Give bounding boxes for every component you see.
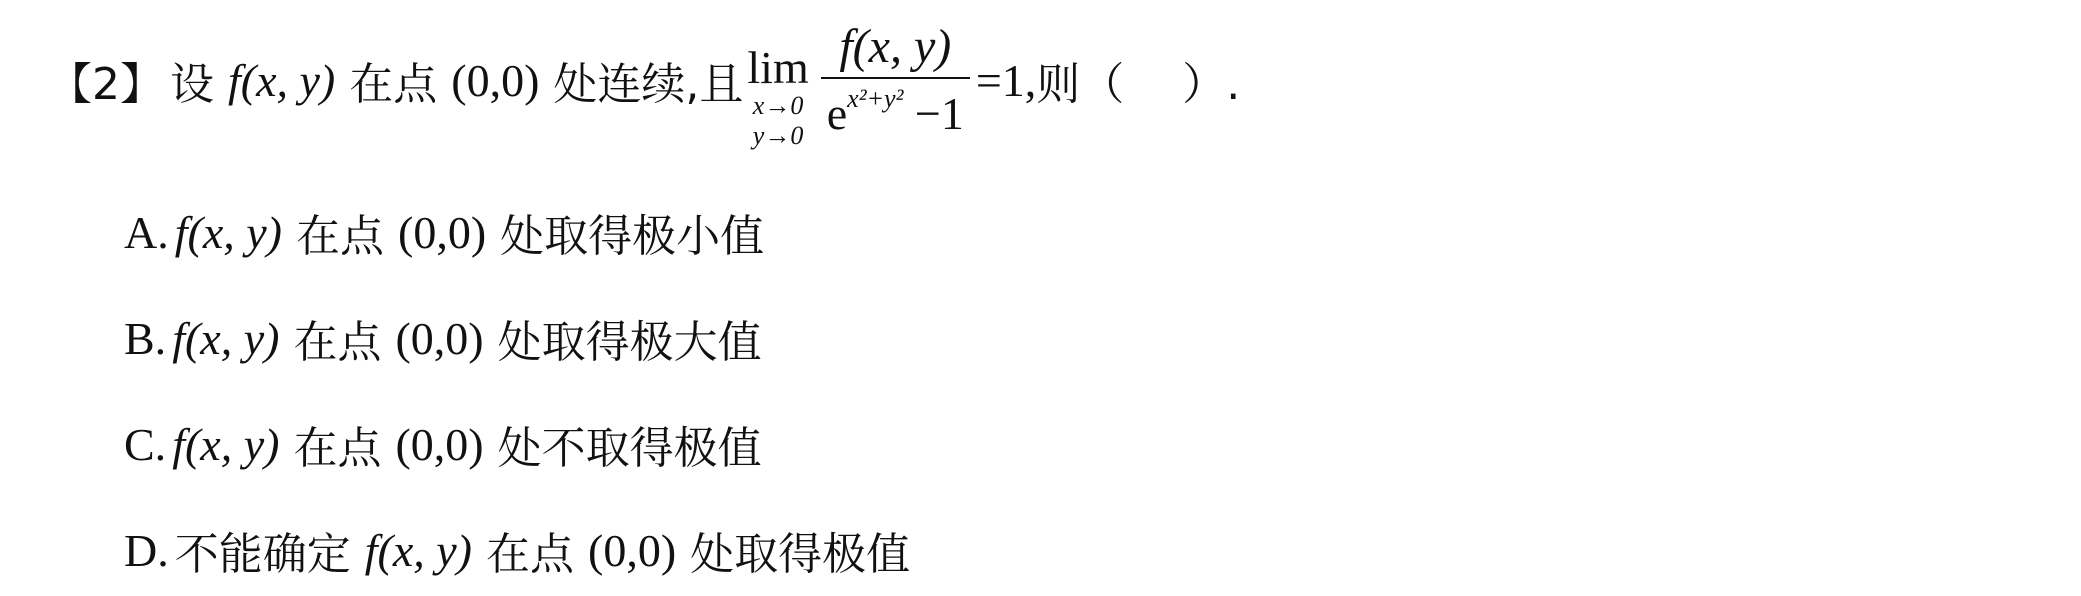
option-point: (0,0) — [398, 206, 487, 258]
option-text: 处不取得极值 — [497, 423, 762, 474]
option-c[interactable] — [124, 412, 762, 476]
option-d[interactable] — [124, 518, 910, 582]
option-label: B. — [124, 312, 167, 364]
point-coordinates: (0,0) — [451, 54, 540, 106]
option-point: (0,0) — [588, 524, 677, 576]
denominator-base: e — [826, 87, 848, 139]
limit-word: lim — [747, 42, 809, 94]
option-a[interactable] — [124, 200, 764, 264]
option-at-point: 在点 — [486, 529, 574, 580]
option-at-point: 在点 — [293, 317, 382, 368]
limit-value: =1, — [975, 54, 1037, 106]
denominator-tail: −1 — [914, 87, 964, 139]
option-at-point: 在点 — [293, 423, 382, 474]
at-point-text: 在点 — [349, 59, 438, 110]
option-label: C. — [124, 418, 167, 470]
option-point: (0,0) — [395, 312, 484, 364]
question-number: 【2】 — [48, 59, 164, 110]
question-prefix: 设 — [170, 59, 214, 110]
limit-fraction — [821, 22, 970, 138]
option-point: (0,0) — [395, 418, 484, 470]
option-function: f(x, y) — [172, 312, 280, 364]
option-function: f(x, y) — [364, 524, 472, 576]
option-text: 处取得极大值 — [497, 317, 762, 368]
question-blank: 则（ ）. — [1036, 59, 1241, 110]
option-function: f(x, y) — [172, 418, 280, 470]
fraction-numerator: f(x, y) — [839, 20, 952, 74]
option-text: 处取得极小值 — [500, 211, 765, 262]
option-text: 处取得极值 — [690, 529, 911, 580]
limit-operator — [747, 42, 809, 151]
limit-subscript-y: y→0 — [752, 121, 804, 150]
option-at-point: 在点 — [296, 211, 384, 262]
option-function: f(x, y) — [174, 206, 282, 258]
option-label: D. — [124, 524, 169, 576]
limit-subscript-x: x→0 — [752, 91, 804, 121]
continuity-text: 处连续,且 — [553, 59, 744, 110]
option-label: A. — [124, 206, 169, 258]
fraction-denominator — [821, 79, 970, 138]
denominator-exponent: x²+y² — [847, 83, 904, 113]
option-prefix: 不能确定 — [174, 529, 351, 580]
question-stem — [48, 0, 1240, 160]
option-b[interactable] — [124, 306, 762, 370]
function-expression: f(x, y) — [228, 54, 336, 106]
